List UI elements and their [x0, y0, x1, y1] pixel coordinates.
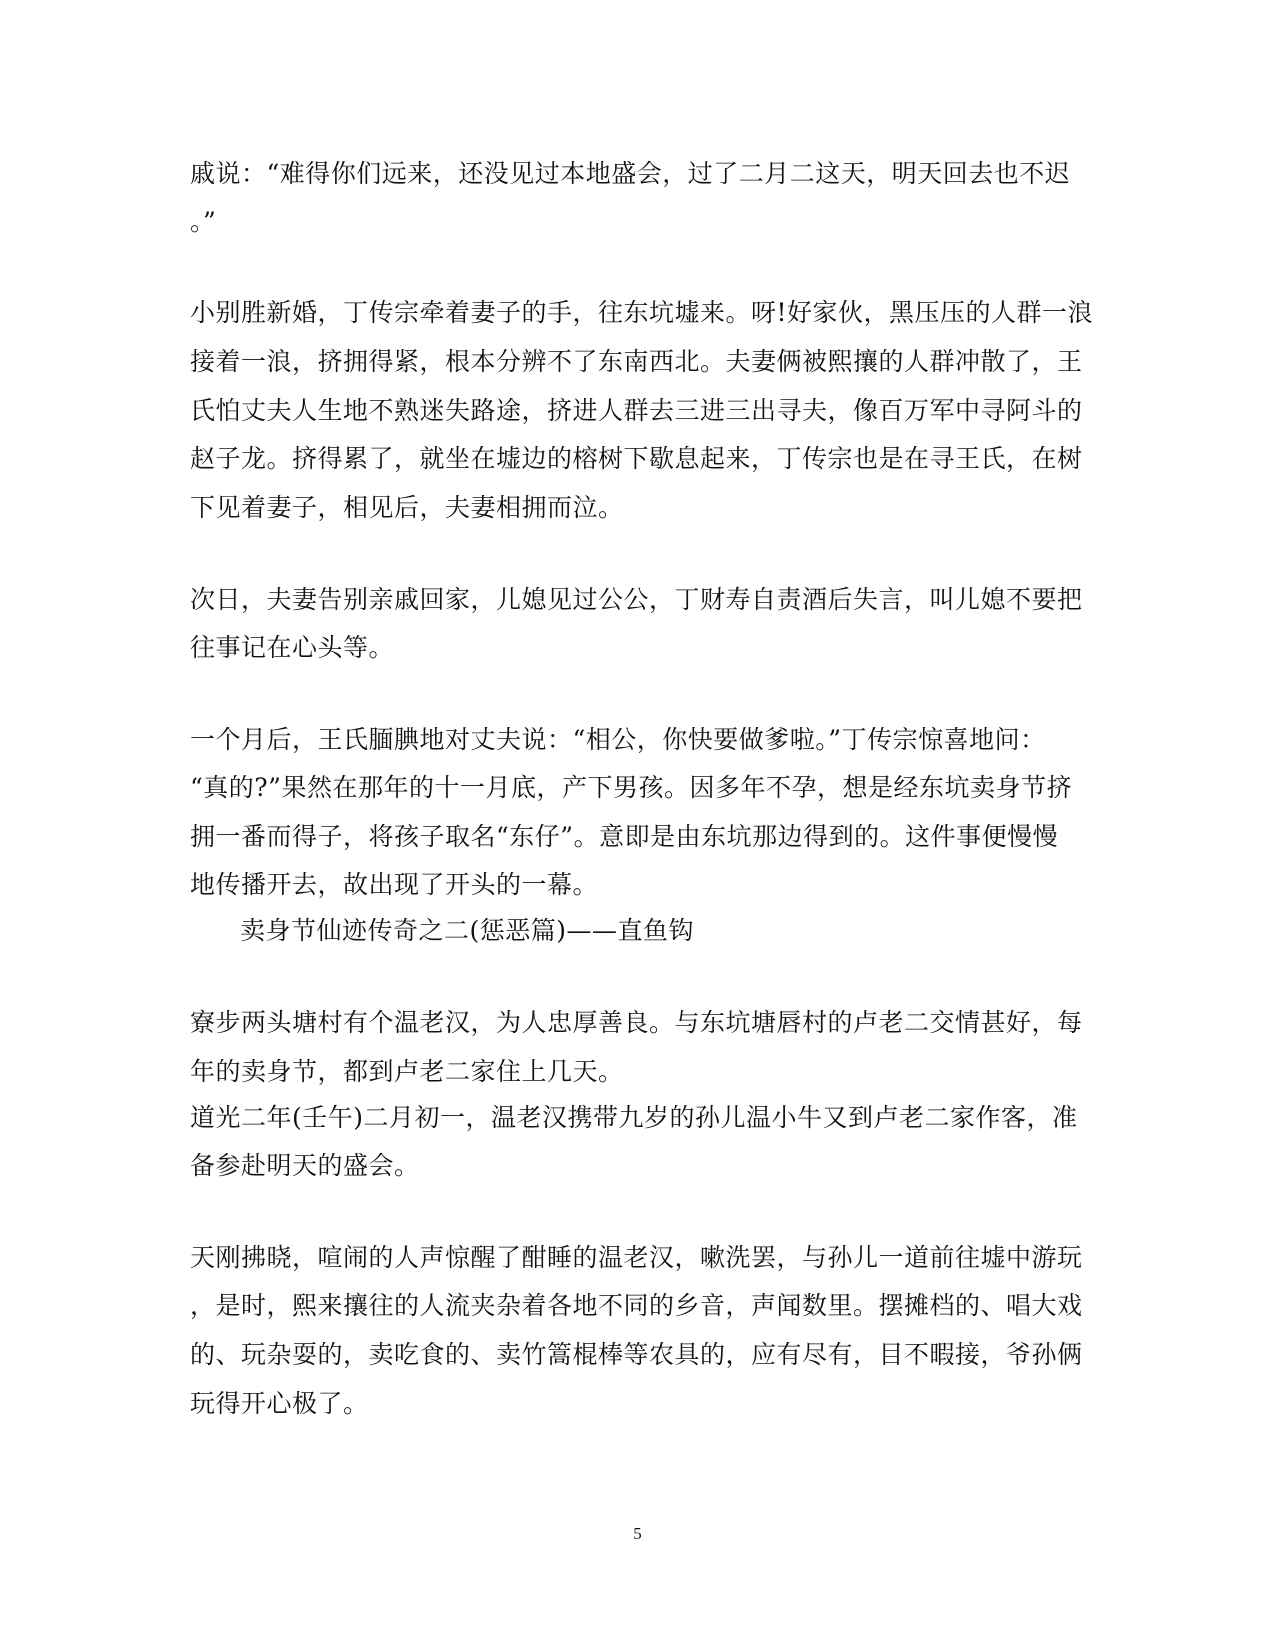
- text-line: 备参赴明天的盛会。: [190, 1151, 420, 1180]
- text-line: 下见着妻子，相见后，夫妻相拥而泣。: [190, 493, 624, 522]
- text-line: 。”: [190, 207, 217, 236]
- text-line: 赵子龙。挤得累了，就坐在墟边的榕树下歇息起来，丁传宗也是在寻王氏，在树: [190, 444, 1083, 473]
- text-line: 寮步两头塘村有个温老汉，为人忠厚善良。与东坑塘唇村的卢老二交情甚好，每: [190, 1008, 1083, 1037]
- text-line: 次日，夫妻告别亲戚回家，儿媳见过公公，丁财寿自责酒后失言，叫儿媳不要把: [190, 585, 1083, 614]
- text-line: 拥一番而得子，将孩子取名“东仔”。意即是由东坑那边得到的。这件事便慢慢: [190, 822, 1059, 851]
- text-line: 天刚拂晓，喧闹的人声惊醒了酣睡的温老汉，嗽洗罢，与孙儿一道前往墟中游玩: [190, 1243, 1083, 1272]
- text-line: 小别胜新婚，丁传宗牵着妻子的手，往东坑墟来。呀!好家伙，黑压压的人群一浪: [190, 298, 1094, 327]
- text-line: 道光二年(壬午)二月初一，温老汉携带九岁的孙儿温小牛又到卢老二家作客，准: [190, 1103, 1078, 1132]
- text-line: ，是时，熙来攘往的人流夹杂着各地不同的乡音，声闻数里。摆摊档的、唱大戏: [190, 1291, 1083, 1320]
- text-line: 接着一浪，挤拥得紧，根本分辨不了东南西北。夫妻俩被熙攘的人群冲散了，王: [190, 347, 1083, 376]
- text-line: 玩得开心极了。: [190, 1389, 369, 1418]
- text-line: 戚说：“难得你们远来，还没见过本地盛会，过了二月二这天，明天回去也不迟: [190, 159, 1071, 188]
- text-line: 年的卖身节，都到卢老二家住上几天。: [190, 1057, 624, 1086]
- text-line: 往事记在心头等。: [190, 633, 395, 662]
- page-number: 5: [633, 1524, 642, 1543]
- text-line: 一个月后，王氏腼腆地对丈夫说：“相公，你快要做爹啦。”丁传宗惊喜地问：: [190, 725, 1046, 754]
- section-subtitle: 卖身节仙迹传奇之二(惩恶篇)——直鱼钩: [240, 916, 695, 945]
- text-line: 地传播开去，故出现了开头的一幕。: [190, 870, 599, 899]
- text-line: “真的?”果然在那年的十一月底，产下男孩。因多年不孕，想是经东坑卖身节挤: [190, 773, 1072, 802]
- text-line: 的、玩杂耍的，卖吃食的、卖竹篙棍棒等农具的，应有尽有，目不暇接，爷孙俩: [190, 1340, 1083, 1369]
- text-line: 氏怕丈夫人生地不熟迷失路途，挤进人群去三进三出寻夫，像百万军中寻阿斗的: [190, 396, 1083, 425]
